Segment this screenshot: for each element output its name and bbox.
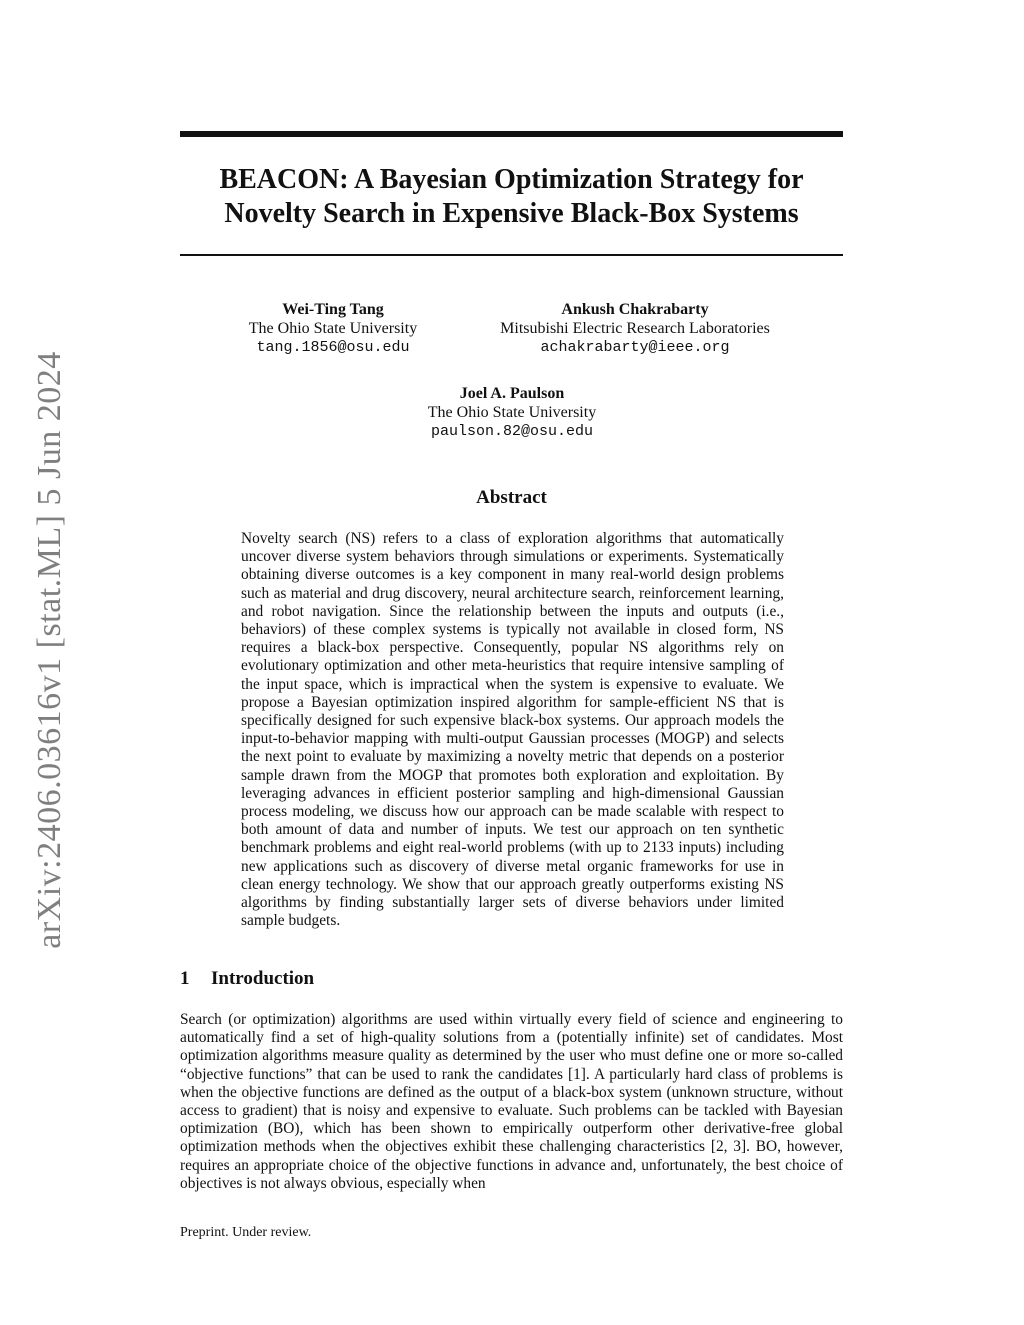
paper-title-line-2: Novelty Search in Expensive Black-Box Systems — [224, 198, 799, 229]
author-name: Ankush Chakrabarty — [561, 301, 709, 318]
title-top-rule — [180, 131, 843, 137]
abstract-text: Novelty search (NS) refers to a class of exploration algorithms that automatically uncover diverse system behaviors through simulations or experiments. Systematically obtaining diverse outcomes is a key component in many real-world design problems such as material and drug discovery, neural architecture search, reinforcement learning, and robot navigation. Since the relationship between the inputs and outputs (i.e., behaviors) of these complex systems is typically not available in closed form, NS requires a black-box perspective. Consequently, popular NS algorithms rely on evolutionary optimization and other meta-heuristics that require intensive sampling of the input space, which is impractical when the system is expensive to evaluate. We propose a Bayesian optimization inspired algorithm for sample-efficient NS that is specifically designed for such expensive black-box systems. Our approach models the input-to-behavior mapping with multi-output Gaussian processes (MOGP) and selects the next point to evaluate by maximizing a novelty metric that depends on a posterior sample drawn from the MOGP that promotes both exploration and exploitation. By leveraging advances in efficient posterior sampling and high-dimensional Gaussian process modeling, we discuss how our approach can be made scalable with respect to both amount of data and number of inputs. We test our approach on ten synthetic benchmark problems and eight real-world problems (with up to 2133 inputs) including new applications such as discovery of diverse metal organic frameworks for use in clean energy technology. We show that our approach greatly outperforms existing NS algorithms by finding substantially larger sets of diverse behaviors under limited sample budgets. — [241, 530, 784, 930]
author-block-3 — [380, 384, 644, 441]
section-heading-introduction — [180, 968, 314, 990]
author-email: achakrabarty@ieee.org — [540, 339, 730, 356]
arxiv-identifier-text: arXiv:2406.03616v1 [stat.ML] 5 Jun 2024 — [31, 351, 68, 949]
preprint-footer: Preprint. Under review. — [180, 1225, 312, 1240]
abstract-heading: Abstract — [476, 487, 547, 508]
introduction-paragraph: Search (or optimization) algorithms are used within virtually every field of science and engineering to automatically find a set of high-quality solutions from a (potentially infinite) set of candidates. Most optimization algorithms measure quality as determined by the user who must define one or more so-called “objective functions” that can be used to rank the candidates [1]. A particularly hard class of problems is when the objective functions are defined as the output of a black-box system (unknown structure, without access to gradient) that is noisy and expensive to evaluate. Such problems can be tackled with Bayesian optimization (BO), which has been shown to empirically outperform other derivative-free global optimization methods when the objectives exhibit these challenging characteristics [2, 3]. BO, however, requires an appropriate choice of the objective functions in advance and, unfortunately, the best choice of objectives is not always obvious, especially when — [180, 1011, 843, 1192]
paper-title — [180, 163, 843, 231]
author-email: tang.1856@osu.edu — [256, 339, 410, 356]
paper-title-line-1: BEACON: A Bayesian Optimization Strategy for — [219, 164, 804, 195]
author-name: Wei-Ting Tang — [282, 301, 384, 318]
author-block-2 — [480, 300, 790, 357]
title-bottom-rule — [180, 254, 843, 256]
section-title: Introduction — [211, 968, 315, 989]
section-number: 1 — [180, 968, 190, 989]
author-affiliation: The Ohio State University — [248, 320, 418, 337]
author-name: Joel A. Paulson — [459, 385, 565, 402]
author-affiliation: Mitsubishi Electric Research Laboratories — [500, 320, 770, 337]
author-affiliation: The Ohio State University — [427, 404, 597, 421]
author-block-1 — [228, 300, 438, 357]
author-email: paulson.82@osu.edu — [430, 423, 594, 440]
